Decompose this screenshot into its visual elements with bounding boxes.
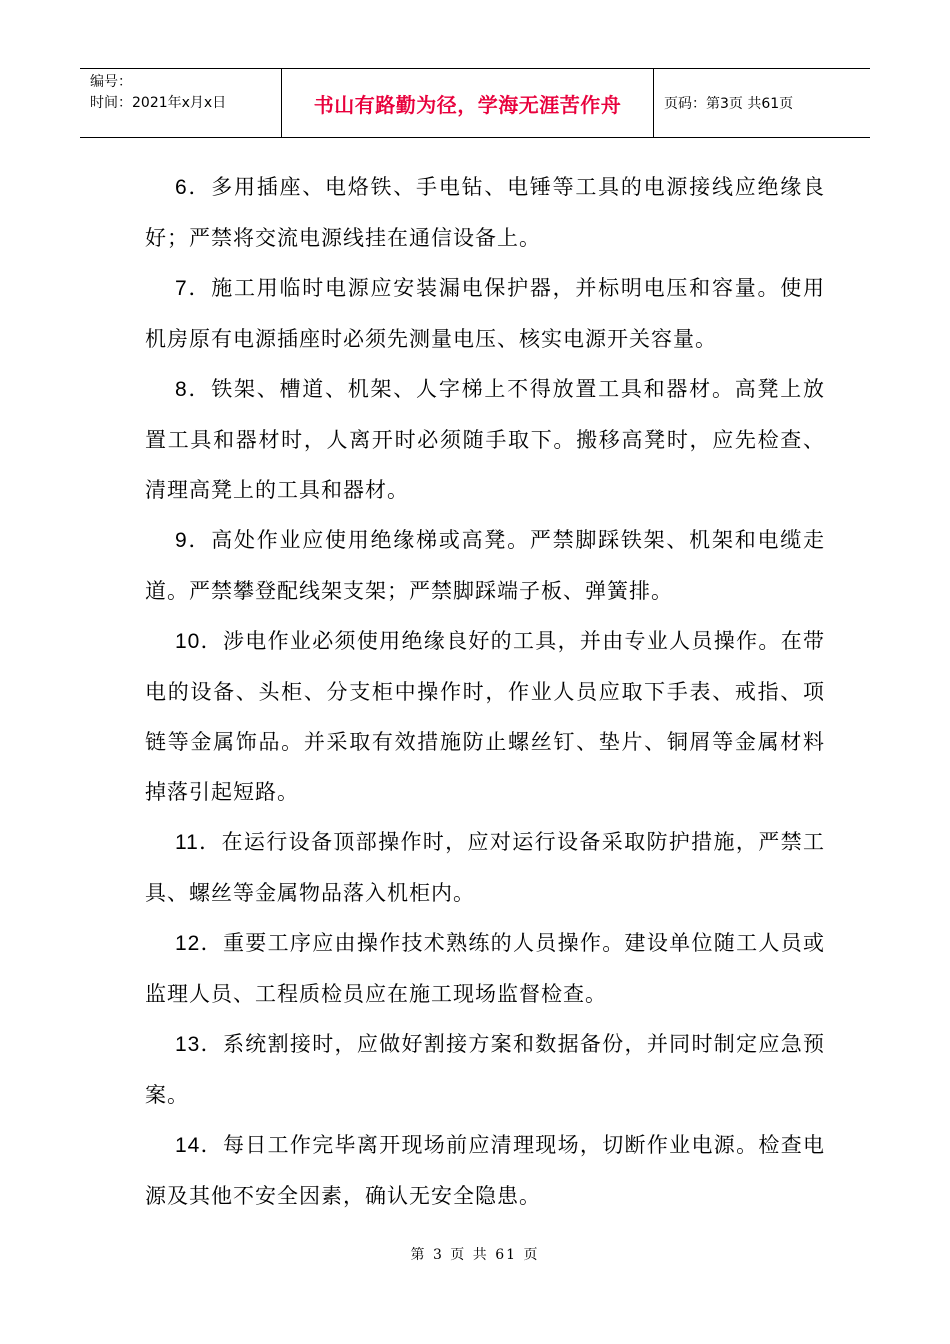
paragraph-text: 高处作业应使用绝缘梯或高凳。严禁脚踩铁架、机架和电缆走道。严禁攀登配线架支架；严禁脚踩端子板、弹簧排。 bbox=[145, 528, 825, 603]
paragraph-number: 12． bbox=[175, 932, 223, 955]
paragraph-number: 11． bbox=[175, 831, 222, 854]
paragraph-13 bbox=[145, 1019, 825, 1120]
paragraph-9 bbox=[145, 515, 825, 616]
paragraph-text: 多用插座、电烙铁、手电钻、电锤等工具的电源接线应绝缘良好；严禁将交流电源线挂在通信设备上。 bbox=[145, 175, 825, 250]
paragraph-number: 14． bbox=[175, 1134, 223, 1157]
header-motto: 书山有路勤为径，学海无涯苦作舟 bbox=[313, 92, 622, 117]
page-header bbox=[80, 68, 870, 138]
paragraph-8 bbox=[145, 364, 825, 515]
paragraph-14 bbox=[145, 1120, 825, 1221]
paragraph-text: 在运行设备顶部操作时，应对运行设备采取防护措施，严禁工具、螺丝等金属物品落入机柜内。 bbox=[145, 830, 825, 905]
header-page-info: 页码：第3页 共61页 bbox=[664, 96, 794, 112]
paragraph-12 bbox=[145, 918, 825, 1019]
paragraph-text: 施工用临时电源应安装漏电保护器，并标明电压和容量。使用机房原有电源插座时必须先测量电压、核实电源开关容量。 bbox=[145, 276, 825, 351]
paragraph-10 bbox=[145, 616, 825, 817]
paragraph-11 bbox=[145, 817, 825, 918]
paragraph-text: 每日工作完毕离开现场前应清理现场，切断作业电源。检查电源及其他不安全因素，确认无安全隐患。 bbox=[145, 1133, 826, 1208]
paragraph-6 bbox=[145, 162, 825, 263]
paragraph-number: 7． bbox=[175, 277, 212, 300]
paragraph-text: 系统割接时，应做好割接方案和数据备份，并同时制定应急预案。 bbox=[145, 1032, 826, 1107]
paragraph-number: 8． bbox=[175, 378, 212, 401]
paragraph-text: 涉电作业必须使用绝缘良好的工具，并由专业人员操作。在带电的设备、头柜、分支柜中操作时，作业人员应取下手表、戒指、项链等金属饰品。并采取有效措施防止螺丝钉、垫片、铜屑等金属材料掉落引起短路。 bbox=[145, 629, 826, 804]
paragraph-number: 6． bbox=[175, 176, 212, 199]
doc-number-label: 编号： bbox=[90, 74, 132, 90]
paragraph-number: 10． bbox=[175, 630, 223, 653]
header-page-cell bbox=[654, 69, 870, 137]
page-footer: 第 3 页 共 61 页 bbox=[410, 1247, 540, 1263]
header-motto-cell bbox=[282, 69, 654, 137]
paragraph-number: 13． bbox=[175, 1033, 223, 1056]
paragraph-text: 铁架、槽道、机架、人字梯上不得放置工具和器材。高凳上放置工具和器材时，人离开时必须随手取下。搬移高凳时，应先检查、清理高凳上的工具和器材。 bbox=[145, 377, 825, 502]
paragraph-number: 9． bbox=[175, 529, 212, 552]
doc-date-label: 时间：2021年x月x日 bbox=[90, 95, 227, 111]
paragraph-7 bbox=[145, 263, 825, 364]
paragraph-text: 重要工序应由操作技术熟练的人员操作。建设单位随工人员或监理人员、工程质检员应在施工现场监督检查。 bbox=[145, 931, 826, 1006]
header-meta bbox=[80, 69, 282, 137]
document-body bbox=[145, 162, 825, 1221]
